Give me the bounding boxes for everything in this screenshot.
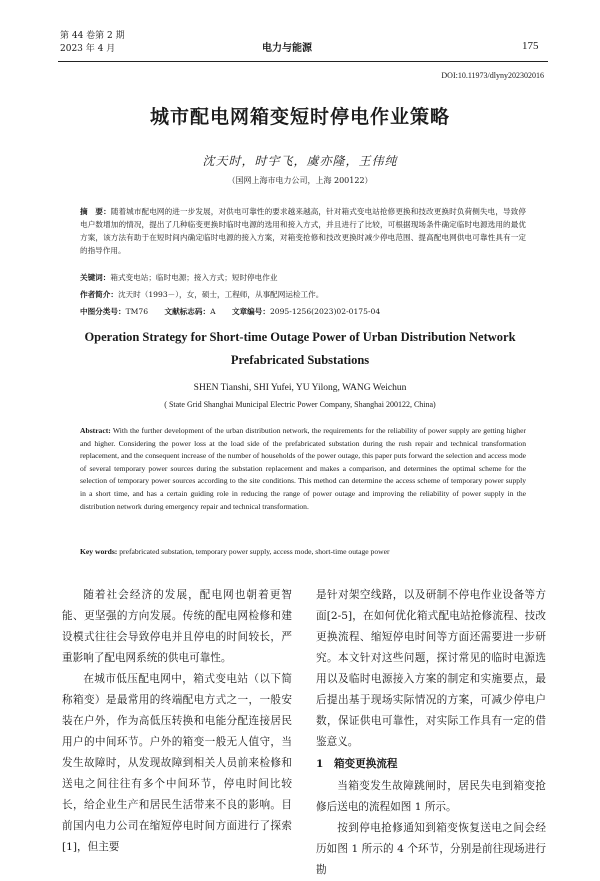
journal-name: 电力与能源 [262, 43, 312, 54]
abstract-en-text: With the further development of the urban distribution network, the requirements for the reliability of power supply are getting higher and higher. Considering the power loss at the load side of the prefabricated substation during the rush repair and technical transformation replacement, and the consequent increase of the number of households of the power outage, this paper puts forward the selection and access mode of several temporary power sources during the substation replacement and makes a comparison, and determines the optimal scheme for the selection of temporary power sources according to the site conditions. This method can determine the access scheme of temporary power supply in a short time, and has a certain guiding role in reducing the range of power outage and improving the reliability of power supply in the distribution network during emergency repair and technical transformation. [80, 426, 526, 511]
classification [80, 305, 540, 318]
author-info-label: 作者简介： [80, 290, 118, 299]
clc-label: 中图分类号： [80, 307, 126, 316]
doc-code-label: 文献标志码： [164, 307, 211, 316]
article-no: 2095-1256(2023)02-0175-04 [269, 307, 381, 316]
keywords-cn-label: 关键词： [80, 273, 111, 282]
keywords-cn [80, 271, 526, 284]
body-paragraph: 当箱变发生故障跳闸时，居民失电到箱变抢修后送电的流程如图 1 所示。 [316, 780, 546, 813]
clc-code: TM76 [125, 307, 149, 316]
abstract-cn-text: 随着城市配电网的进一步发展，对供电可靠性的要求越来越高，针对箱式变电站抢修更换和技改更换时负荷侧失电，导致停电户数增加的情况，提出了几种临变更换时临时电源的选用和接入方式，并且进行了比较，可根据现场条件确定临时电源选用的最优方案，该方法有助于在短时间内确定临时电源的接入方案，对箱变抢修和技改更换时减少停电范围、提高配电网供电可靠性具有一定的指导作用。 [80, 207, 526, 255]
authors-en: SHEN Tianshi, SHI Yufei, YU Yilong, WANG Weichun [193, 383, 407, 393]
abstract-cn [80, 205, 526, 257]
abstract-cn-label: 摘 要： [80, 207, 111, 216]
body-right-column [316, 585, 546, 881]
affiliation-cn: （国网上海市电力公司，上海 200122） [227, 176, 373, 185]
author-info [80, 288, 526, 301]
issue-date: 2023 年 4 月 [60, 44, 116, 54]
keywords-cn-text: 箱式变电站；临时电源；接入方式；短时停电作业 [110, 273, 278, 282]
body-paragraph: 在城市低压配电网中，箱式变电站（以下简称箱变）是最常用的终端配电方式之一，一般安装在户外，作为高低压转换和电能分配连接居民用户的中间环节。户外的箱变一般无人值守，当发生故障时，从发现故障到相关人员前来检修和送电之间往往有多个中间环节，停电时间比较长，给企业生产和居民生活带来不良的影响。目前国内电力公司在缩短停电时间方面进行了探索[1]，但主要 [62, 673, 292, 853]
header-rule [58, 61, 548, 62]
article-no-label: 文章编号： [231, 307, 270, 316]
page-title-en-line2: Prefabricated Substations [230, 353, 370, 367]
author-info-text: 沈天时（1993－），女，硕士，工程师，从事配网运检工作。 [117, 290, 324, 299]
body-paragraph: 随着社会经济的发展，配电网也朝着更智能、更坚强的方向发展。传统的配电网检修和建设模式往往会导致停电并且停电的时间较长，严重影响了配电网系统的供电可靠性。 [62, 589, 292, 664]
affiliation-en: ( State Grid Shanghai Municipal Electric Power Company, Shanghai 200122, China) [164, 400, 436, 409]
section-title: 箱变更换流程 [333, 758, 398, 770]
authors-cn: 沈天时，时宇飞，虞亦隆，王伟纯 [202, 154, 398, 168]
body-left-column [62, 585, 292, 858]
abstract-en [80, 425, 526, 513]
section-heading [316, 754, 546, 775]
page-number: 175 [522, 40, 539, 52]
page-title-en-line1: Operation Strategy for Short-time Outage Power of Urban Distribution Network [84, 330, 516, 344]
body-paragraph: 按到停电抢修通知到箱变恢复送电之间会经历如图 1 所示的 4 个环节，分别是前往现场进行勘 [316, 822, 546, 876]
keywords-en [80, 546, 526, 559]
volume-issue: 第 44 卷第 2 期 [60, 31, 125, 41]
abstract-en-label: Abstract: [80, 426, 111, 435]
keywords-en-label: Key words: [80, 547, 118, 556]
body-paragraph: 是针对架空线路，以及研制不停电作业设备等方面[2-5]，在如何优化箱式配电站抢修流程、技改更换流程、缩短停电时间等方面还需要进一步研究。本文针对这些问题，探讨常见的临时电源选用以及临时电源接入方案的制定和实施要点，最后提出基于现场实际情况的方案，可减少停电户数，保证供电可靠性，对实际工作具有一定的借鉴意义。 [316, 589, 546, 748]
section-number: 1 [316, 758, 324, 770]
page-title-cn: 城市配电网箱变短时停电作业策略 [149, 106, 450, 128]
doc-code: A [210, 307, 216, 316]
keywords-en-text: prefabricated substation, temporary power supply, access mode, short-time outage power [119, 547, 390, 556]
doi: DOI:10.11973/dlyny202302016 [441, 71, 544, 80]
